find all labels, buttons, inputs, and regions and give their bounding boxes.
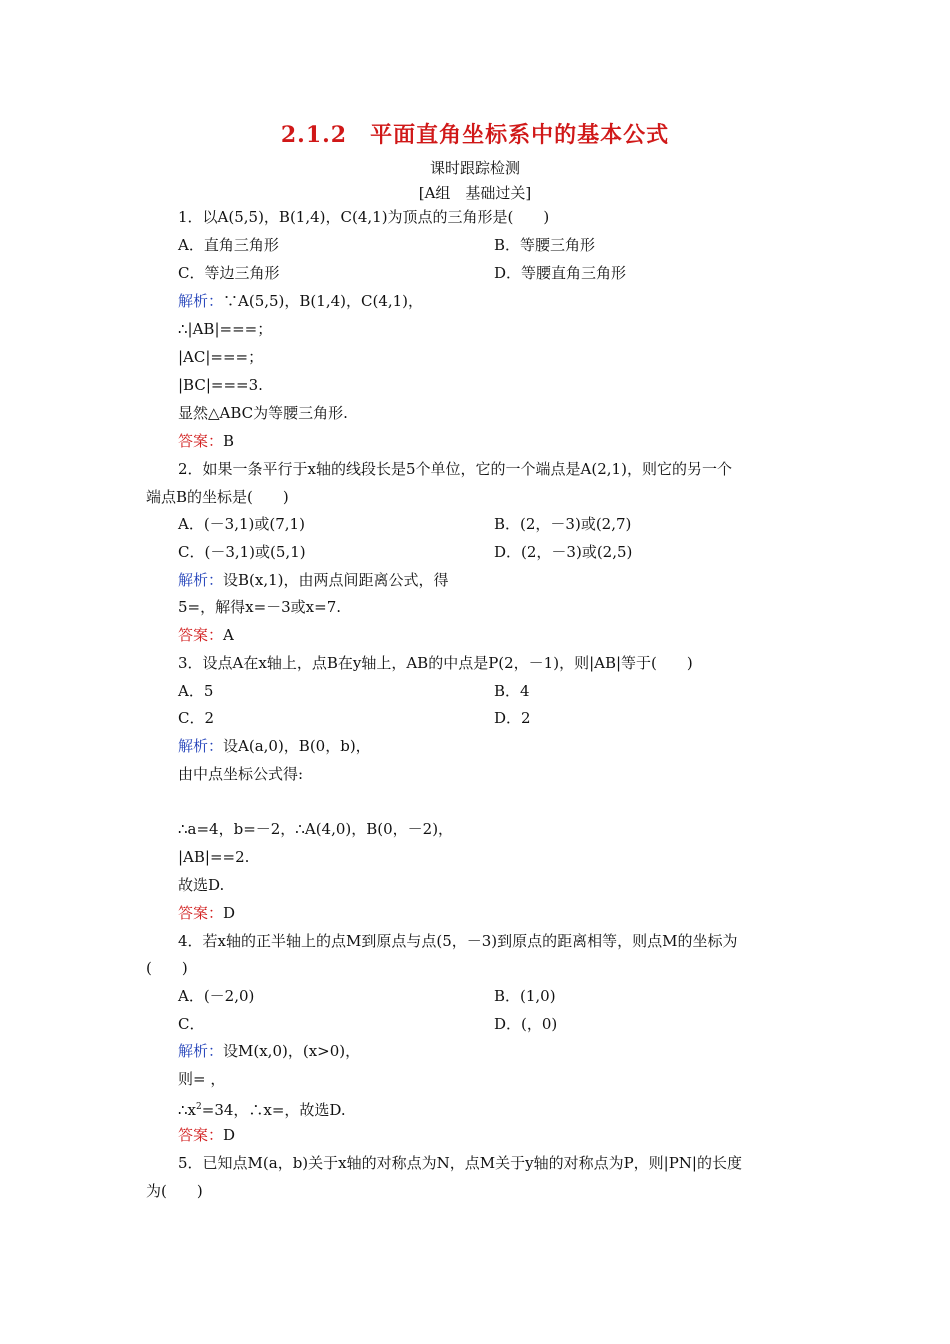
q4-solution-line-2: 则= ， xyxy=(178,1070,226,1088)
q2-solution-line-2: 5=，解得x=－3或x=7. xyxy=(178,598,342,616)
q3-solution-line-3: ∴a=4，b=－2，∴A(4,0)，B(0，－2)， xyxy=(178,820,454,838)
q1-solution-line-5: 显然△ABC为等腰三角形. xyxy=(178,404,348,422)
question-4-stem-line-1: 4．若x轴的正半轴上的点M到原点与点(5，－3)到原点的距离相等，则点M的坐标为 xyxy=(178,932,738,950)
answer-label: 答案： xyxy=(178,432,224,450)
q1-option-c: C．等边三角形 xyxy=(178,264,280,282)
q2-option-c: C．(－3,1)或(5,1) xyxy=(178,543,306,561)
question-3-stem: 3．设点A在x轴上，点B在y轴上，AB的中点是P(2，－1)，则|AB|等于( ) xyxy=(178,654,693,672)
q3-option-a: A．5 xyxy=(178,682,214,700)
q1-option-d: D．等腰直角三角形 xyxy=(494,264,627,282)
q3-answer-value: D xyxy=(223,904,236,922)
q4-option-a: A．(－2,0) xyxy=(178,987,255,1005)
q1-answer xyxy=(178,431,234,451)
q1-option-a: A．直角三角形 xyxy=(178,236,279,254)
analysis-label: 解析： xyxy=(178,737,224,755)
analysis-label: 解析： xyxy=(178,1042,224,1060)
q2-option-d: D．(2，－3)或(2,5) xyxy=(494,543,633,561)
q3-solution-text-1: 设A(a,0)，B(0，b)， xyxy=(223,737,371,755)
q1-solution-line-4: |BC|===3. xyxy=(178,376,263,394)
q2-solution-line-1 xyxy=(178,570,449,590)
q4-option-c: C． xyxy=(178,1015,205,1033)
q4-option-b: B．(1,0) xyxy=(494,987,556,1005)
q2-answer xyxy=(178,625,234,645)
q3-option-c: C．2 xyxy=(178,709,215,727)
q4-solution-text-1: 设M(x,0)，(x>0)， xyxy=(223,1042,361,1060)
analysis-label: 解析： xyxy=(178,292,224,310)
answer-label: 答案： xyxy=(178,904,224,922)
analysis-label: 解析： xyxy=(178,571,224,589)
question-1-stem: 1．以A(5,5)，B(1,4)，C(4,1)为顶点的三角形是( ) xyxy=(178,208,550,226)
q3-solution-line-4: |AB|==2. xyxy=(178,848,250,866)
superscript-exponent: 2 xyxy=(196,1102,202,1112)
q3-option-d: D．2 xyxy=(494,709,531,727)
answer-label: 答案： xyxy=(178,626,224,644)
q1-solution-line-3: |AC|===； xyxy=(178,348,264,366)
question-5-stem-line-1: 5．已知点M(a，b)关于x轴的对称点为N，点M关于y轴的对称点为P，则|PN|的长度 xyxy=(178,1154,742,1172)
q4-solution-text-3b: =34，∴x=，故选D. xyxy=(201,1101,346,1119)
q4-solution-line-3 xyxy=(178,1097,346,1120)
q2-solution-text-1: 设B(x,1)，由两点间距离公式，得 xyxy=(223,571,449,589)
question-2-stem-line-1: 2．如果一条平行于x轴的线段长是5个单位，它的一个端点是A(2,1)，则它的另一个 xyxy=(178,460,732,478)
question-2-stem-line-2: 端点B的坐标是( ) xyxy=(146,488,289,506)
q2-answer-value: A xyxy=(223,626,234,644)
q4-answer xyxy=(178,1125,235,1145)
q2-option-a: A．(－3,1)或(7,1) xyxy=(178,515,305,533)
q4-option-d: D．(，0) xyxy=(494,1015,558,1033)
group-heading: [A组 基础过关] xyxy=(418,184,532,202)
q4-solution-line-1 xyxy=(178,1041,360,1061)
q1-solution-line-1 xyxy=(178,291,423,311)
q1-option-b: B．等腰三角形 xyxy=(494,236,596,254)
q3-solution-line-1 xyxy=(178,736,371,756)
q1-answer-value: B xyxy=(223,432,235,450)
page-subtitle: 课时跟踪检测 xyxy=(429,159,520,177)
q3-solution-line-2: 由中点坐标公式得: xyxy=(178,765,304,783)
q3-answer xyxy=(178,903,235,923)
answer-label: 答案： xyxy=(178,1126,224,1144)
q4-answer-value: D xyxy=(223,1126,236,1144)
page-title: 2.1.2 平面直角坐标系中的基本公式 xyxy=(280,122,670,148)
question-4-stem-line-2: ( ) xyxy=(146,959,188,977)
question-5-stem-line-2: 为( ) xyxy=(146,1182,203,1200)
q3-solution-line-5: 故选D. xyxy=(178,876,225,894)
q1-solution-line-2: ∴|AB|===； xyxy=(178,320,273,338)
q3-option-b: B．4 xyxy=(494,682,530,700)
q1-solution-text-1: ∵A(5,5)，B(1,4)，C(4,1)， xyxy=(223,292,424,310)
q4-solution-text-3a: ∴x xyxy=(178,1101,197,1119)
q2-option-b: B．(2，－3)或(2,7) xyxy=(494,515,632,533)
